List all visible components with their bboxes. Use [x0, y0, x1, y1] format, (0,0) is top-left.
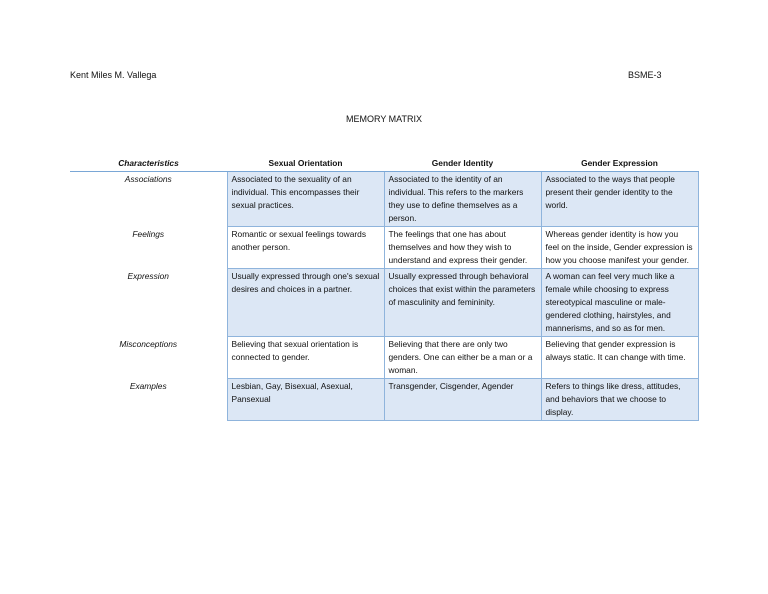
- header-gender-identity: Gender Identity: [384, 156, 541, 172]
- header-characteristics: Characteristics: [70, 156, 227, 172]
- table-row: [70, 269, 698, 337]
- table-row: [70, 227, 698, 269]
- table-cell: Believing that sexual orientation is connected to gender.: [227, 337, 384, 379]
- table-cell: Believing that gender expression is always static. It can change with time.: [541, 337, 698, 379]
- row-label-expression: Expression: [127, 270, 169, 281]
- table-header-row: [70, 156, 698, 172]
- table-cell: Associated to the sexuality of an individual. This encompasses their sexual practices.: [227, 172, 384, 227]
- table-cell: Refers to things like dress, attitudes, and behaviors that we choose to display.: [541, 379, 698, 421]
- table-cell: Transgender, Cisgender, Agender: [384, 379, 541, 421]
- document-title: MEMORY MATRIX: [345, 114, 422, 124]
- table-cell: Associated to the identity of an individual. This refers to the markers they use to define themselves as a person.: [384, 172, 541, 227]
- table-row: [70, 172, 698, 227]
- table-row: [70, 337, 698, 379]
- row-label-misconceptions: Misconceptions: [119, 338, 178, 349]
- table-cell: A woman can feel very much like a female while choosing to express stereotypical masculine or male-gendered clothing, hairstyles, and mannerisms, and so as for men.: [541, 269, 698, 337]
- table-row: [70, 379, 698, 421]
- header-sexual-orientation: Sexual Orientation: [227, 156, 384, 172]
- memory-matrix-table: [70, 156, 699, 421]
- table-cell: Romantic or sexual feelings towards another person.: [227, 227, 384, 269]
- table-cell: Usually expressed through one's sexual desires and choices in a partner.: [227, 269, 384, 337]
- table-cell: Whereas gender identity is how you feel on the inside, Gender expression is how you choose manifest your gender.: [541, 227, 698, 269]
- row-label-associations: Associations: [124, 174, 172, 184]
- author-name: Kent Miles M. Vallega: [70, 70, 157, 80]
- table-cell: Usually expressed through behavioral choices that exist within the parameters of masculinity and femininity.: [384, 269, 541, 337]
- table-cell: Believing that there are only two genders. One can either be a man or a woman.: [384, 337, 541, 379]
- row-label-feelings: Feelings: [132, 228, 165, 239]
- section-code: BSME-3: [628, 70, 662, 80]
- table-cell: Associated to the ways that people present their gender identity to the world.: [541, 172, 698, 227]
- table-cell: The feelings that one has about themselves and how they wish to understand and express their gender.: [384, 227, 541, 269]
- header-gender-expression: Gender Expression: [541, 156, 698, 172]
- row-label-examples: Examples: [129, 380, 167, 391]
- table-cell: Lesbian, Gay, Bisexual, Asexual, Pansexual: [227, 379, 384, 421]
